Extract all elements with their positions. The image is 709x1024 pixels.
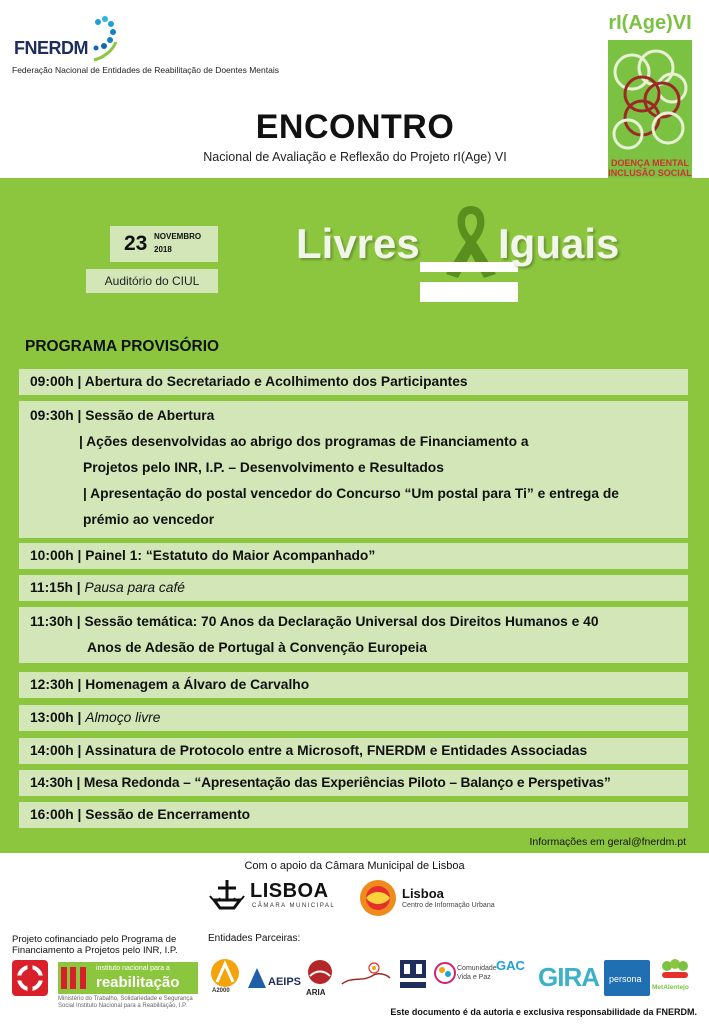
program-row-text: 11:30h | Sessão temática: 70 Anos da Declaração Universal dos Direitos Humanos e 40 xyxy=(30,614,599,629)
rlage-logo-line1: DOENÇA MENTAL xyxy=(611,158,689,168)
program-row-text: 09:00h | Abertura do Secretariado e Acolhimento dos Participantes xyxy=(30,374,468,389)
slogan-bar-bottom xyxy=(420,282,518,302)
program-row-text: 10:00h | Painel 1: “Estatuto do Maior Acompanhado” xyxy=(30,548,376,563)
event-venue: Auditório do CIUL xyxy=(86,269,218,293)
inr-small-text: Ministério do Trabalho, Solidariedade e Segurança Social Instituto Nacional para a Reabilitação, I.P. xyxy=(58,996,193,1009)
ciul-logo xyxy=(358,878,518,918)
program-row xyxy=(19,738,688,764)
page-title: ENCONTRO xyxy=(255,108,455,146)
partner-logo-aeips xyxy=(246,958,302,998)
partner-name: GIRA xyxy=(538,962,599,992)
partner-logo-gac xyxy=(496,958,524,998)
program-row xyxy=(19,543,688,569)
partner-logo-a2000 xyxy=(208,958,242,998)
partner-logo-vida-paz xyxy=(434,958,497,998)
partner-name: MetAlentejo xyxy=(652,984,689,991)
program-row-text: | Ações desenvolvidas ao abrigo dos programas de Financiamento a xyxy=(79,434,529,449)
org-full-name: Federação Nacional de Entidades de Reabilitação de Doentes Mentais xyxy=(12,65,279,75)
program-title: PROGRAMA PROVISÓRIO xyxy=(25,338,220,355)
inr-letters-icon xyxy=(60,965,94,991)
program-row xyxy=(19,770,688,796)
fnerdm-wordmark: FNERDM xyxy=(14,38,88,58)
inr-mark-icon xyxy=(12,960,48,996)
page-subtitle: Nacional de Avaliação e Reflexão do Projeto rI(Age) VI xyxy=(203,150,507,164)
program-row-text: 14:00h | Assinatura de Protocolo entre a Microsoft, FNERDM e Entidades Associadas xyxy=(30,743,588,758)
partner-logo-persona xyxy=(604,958,650,998)
partner-name: AEIPS xyxy=(268,976,302,988)
event-year: 2018 xyxy=(154,245,172,254)
partner-name: Comunidade Vida e Paz xyxy=(457,965,497,981)
program-row xyxy=(19,607,688,663)
cerci-icon xyxy=(398,958,428,990)
program-row xyxy=(19,575,688,601)
event-month: NOVEMBRO xyxy=(154,232,202,241)
program-row-time: 13:00h | xyxy=(30,710,82,725)
fnerdm-swirl-icon xyxy=(86,14,122,62)
lisboa-ship-icon xyxy=(208,878,246,912)
program-row-text: 14:30h | Mesa Redonda – “Apresentação das Experiências Piloto – Balanço e Perspetivas” xyxy=(30,775,611,790)
program-row-text: Almoço livre xyxy=(85,710,161,725)
rlage-logo xyxy=(604,12,696,178)
partner-logo-gira xyxy=(538,958,600,998)
lisboa-logo xyxy=(208,876,338,916)
partner-logo-associacao xyxy=(338,958,394,998)
program-row xyxy=(19,705,688,731)
rlage-logo-title: rI(Age)VI xyxy=(608,12,692,34)
program-row-text: | Apresentação do postal vencedor do Concurso “Um postal para Ti” e entrega de xyxy=(83,486,619,501)
a2000-icon xyxy=(208,958,242,988)
event-day: 23 xyxy=(124,232,148,255)
rlage-rings-icon xyxy=(610,48,690,154)
cofinanced-text: Projeto cofinanciado pelo Programa de Financiamento a Projetos pelo INR, I.P. xyxy=(12,934,178,956)
support-text: Com o apoio da Câmara Municipal de Lisboa xyxy=(244,860,465,872)
inr-line1: instituto nacional para a xyxy=(96,965,170,972)
partners-label: Entidades Parceiras: xyxy=(208,933,301,944)
program-row-text: 12:30h | Homenagem a Álvaro de Carvalho xyxy=(30,677,310,692)
inr-logo xyxy=(12,960,198,1008)
rlage-logo-line2: INCLUSÃO SOCIAL xyxy=(608,168,692,178)
vida-paz-icon xyxy=(434,962,456,984)
program-row-text: 09:30h | Sessão de Abertura xyxy=(30,408,215,423)
metalentejo-icon xyxy=(660,958,690,982)
program-row-time: 11:15h | xyxy=(30,580,81,595)
fnerdm-logo xyxy=(14,14,124,64)
partner-logo-cerci xyxy=(398,958,430,998)
contact-info: Informações em geral@fnerdm.pt xyxy=(529,836,686,848)
lisboa-sub: CÂMARA MUNICIPAL xyxy=(252,903,336,909)
program-row xyxy=(19,401,688,538)
inr-box xyxy=(58,962,198,994)
program-row xyxy=(19,369,688,395)
inr-line2: reabilitação xyxy=(96,974,180,991)
disclaimer: Este documento é da autoria e exclusiva responsabilidade da FNERDM. xyxy=(390,1007,697,1017)
program-row xyxy=(19,672,688,698)
header xyxy=(0,0,709,178)
lisboa-name: LISBOA xyxy=(250,880,329,902)
aeips-icon xyxy=(246,966,268,990)
ciul-globe-icon xyxy=(358,878,398,918)
slogan-left: Livres xyxy=(296,220,420,267)
program-row-text: Anos de Adesão de Portugal à Convenção Europeia xyxy=(87,640,427,655)
associacao-icon xyxy=(338,958,394,994)
rlage-logo-box xyxy=(608,40,692,178)
program-panel xyxy=(0,178,709,853)
slogan-right: Iguais xyxy=(498,220,620,267)
partner-logo-metalentejo xyxy=(652,958,698,998)
program-row-text: 16:00h | Sessão de Encerramento xyxy=(30,807,251,822)
partner-logo-aria xyxy=(306,958,336,998)
program-row-text: Projetos pelo INR, I.P. – Desenvolvimento e Resultados xyxy=(83,460,444,475)
program-row-text: prémio ao vencedor xyxy=(83,512,215,527)
aria-icon xyxy=(306,958,334,986)
program-row-text: Pausa para café xyxy=(84,580,185,595)
partner-name: A2000 xyxy=(212,988,230,994)
ciul-name: Lisboa xyxy=(402,886,444,901)
program-row xyxy=(19,802,688,828)
event-date xyxy=(110,226,218,262)
partner-name: ARIA xyxy=(306,988,326,997)
ciul-sub: Centro de Informação Urbana xyxy=(402,902,495,909)
partner-name: GAC xyxy=(496,958,525,973)
partner-name: persona xyxy=(609,974,642,984)
